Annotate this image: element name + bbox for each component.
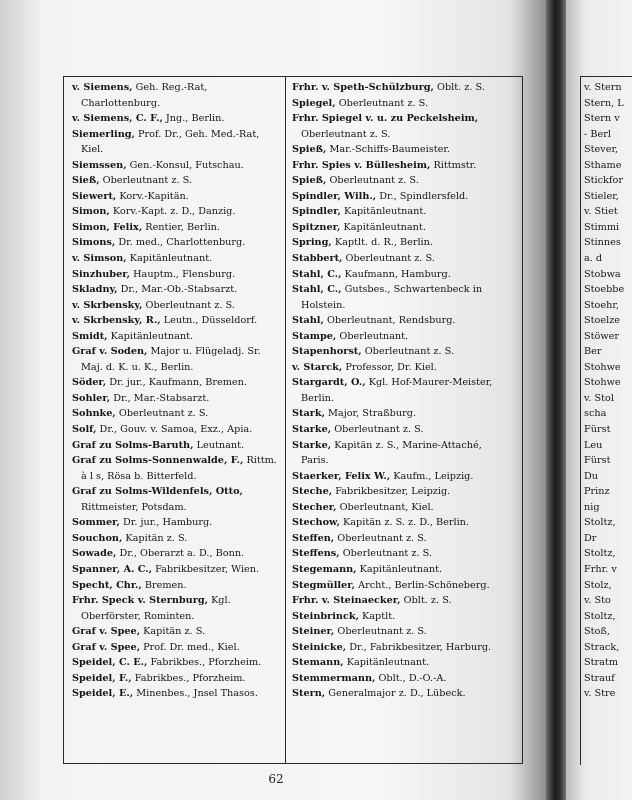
entry-name: Frhr. v. Steinaecker, <box>292 595 401 607</box>
entry-detail: Archt., Berlin-Schöneberg. <box>355 579 490 591</box>
right-page-fragment: Dr <box>584 532 597 544</box>
book-gutter <box>546 0 566 800</box>
entry-detail: Oberleutnant, Rendsburg. <box>323 315 456 327</box>
right-page-fragment: Stohwe <box>584 361 621 373</box>
directory-entry <box>72 438 284 454</box>
right-page-fragment: Stoltz, <box>584 548 616 560</box>
directory-entry <box>72 235 284 251</box>
entry-name: Stahl, C., <box>292 284 342 296</box>
entry-detail: Dr. jur., Kaufmann, Bremen. <box>106 377 247 389</box>
directory-entry <box>72 220 284 236</box>
entry-detail: Oblt. z. S. <box>400 595 452 607</box>
entry-detail: Rittmstr. <box>430 159 477 171</box>
right-page-fragment: Strauf <box>584 672 615 684</box>
entry-detail: Kapitän z. S., Marine-Attaché, Paris. <box>301 439 482 467</box>
right-page-fragment: v. Stol <box>584 392 614 404</box>
directory-entry <box>72 578 284 594</box>
entry-detail: Dr., Gouv. v. Samoa, Exz., Apia. <box>96 424 253 436</box>
entry-name: Steffens, <box>292 548 340 560</box>
directory-entry <box>72 422 284 438</box>
directory-entry <box>72 251 284 267</box>
directory-entry <box>292 189 504 205</box>
entry-detail: Kgl. Hof-Maurer-Meister, Berlin. <box>301 377 493 404</box>
entry-detail: Kapitän z. S. <box>140 626 206 638</box>
right-page-fragment: Stratm <box>584 657 619 669</box>
entry-detail: Gen.-Konsul, Futschau. <box>126 159 244 171</box>
right-page-fragment: Stickfor <box>584 175 623 187</box>
entry-name: Stechow, <box>292 517 340 529</box>
directory-entry <box>292 624 504 640</box>
entry-name: Söder, <box>72 377 107 389</box>
right-page-fragment: v. Stern <box>584 82 622 93</box>
entry-name: Spring, <box>292 237 332 249</box>
directory-entry <box>72 329 284 345</box>
right-page-fragment: Stoebbe <box>584 284 625 296</box>
directory-entry <box>292 329 504 345</box>
entry-name: Graf v. Spee, <box>72 641 141 653</box>
right-page-fragment: v. Stiet <box>584 206 618 218</box>
directory-entry <box>72 546 284 562</box>
page-number: 62 <box>268 772 284 786</box>
entry-detail: Oberleutnant, Kiel. <box>336 501 434 513</box>
directory-entry <box>72 484 284 515</box>
directory-entry <box>292 220 504 236</box>
entry-name: Speidel, F., <box>72 672 132 684</box>
entry-name: Steiner, <box>292 626 335 638</box>
entry-name: Stark, <box>292 408 325 420</box>
entry-detail: Rittmeister, Potsdam. <box>81 501 187 513</box>
directory-entry <box>292 111 504 142</box>
directory-entry <box>72 391 284 407</box>
entry-detail: Oberleutnant z. S. <box>115 408 209 420</box>
entry-name: Specht, Chr., <box>72 579 142 591</box>
entry-name: v. Skrbensky, <box>72 299 143 311</box>
directory-entry <box>292 344 504 360</box>
directory-entry <box>292 282 504 313</box>
entry-detail: Dr., Mar.-Ob.-Stabsarzt. <box>117 284 238 296</box>
directory-entry <box>72 671 284 687</box>
entry-detail: Professor, Dr. Kiel. <box>342 361 437 373</box>
entry-detail: Kapitänleutnant. <box>356 563 443 575</box>
directory-entry <box>72 173 284 189</box>
entry-detail: Oberleutnant z. S. <box>142 299 235 311</box>
entry-name: Stegemann, <box>292 563 357 575</box>
directory-entry <box>292 609 504 625</box>
right-page-fragment: Stolz, <box>584 579 612 591</box>
entry-detail: Fabrikbesitzer, Wien. <box>152 563 260 575</box>
directory-entry <box>292 96 504 112</box>
directory-entry <box>292 515 504 531</box>
directory-entry <box>292 438 504 469</box>
entry-name: Spitzner, <box>292 221 341 233</box>
directory-entry <box>72 562 284 578</box>
entry-detail: Prof. Dr. med., Kiel. <box>140 641 240 653</box>
entry-name: Sieß, <box>72 175 100 187</box>
right-page <box>566 0 632 800</box>
entry-name: Stapenhorst, <box>292 346 362 358</box>
entry-name: Sohnke, <box>72 408 116 420</box>
entry-name: Skladny, <box>72 284 118 296</box>
entry-detail: Kapitänleutnant. <box>343 657 430 669</box>
directory-entry <box>72 375 284 391</box>
entry-detail: Kapitänleutnant. <box>107 330 194 342</box>
entry-detail: Kaufm., Leipzig. <box>390 470 474 482</box>
entry-detail: Fabrikbesitzer, Leipzig. <box>332 486 451 498</box>
right-page-fragment: Stoß, <box>584 626 610 638</box>
entry-detail: Oberleutnant z. S. <box>361 346 455 358</box>
entry-name: v. Starck, <box>292 361 343 373</box>
directory-entry <box>72 593 284 624</box>
directory-entry <box>292 142 504 158</box>
directory-entry <box>292 267 504 283</box>
entry-detail: Minenbes., Jnsel Thasos. <box>133 688 258 700</box>
entry-name: v. Skrbensky, R., <box>72 315 161 327</box>
entry-name: Stern, <box>292 688 326 700</box>
entry-name: Steffen, <box>292 532 335 544</box>
entry-name: Stemann, <box>292 657 344 669</box>
directory-entry <box>292 80 504 96</box>
entry-name: Steinicke, <box>292 641 347 653</box>
directory-entry <box>292 655 504 671</box>
entry-name: Steche, <box>292 486 333 498</box>
entry-detail: Oberleutnant z. S. <box>335 97 429 109</box>
right-page-fragment: Frhr. v <box>584 563 617 575</box>
entry-name: Graf zu Solms-Sonnenwalde, F., <box>72 455 244 467</box>
entry-name: Graf v. Spee, <box>72 626 141 638</box>
entry-detail: Oblt., D.-O.-A. <box>375 672 447 684</box>
column-divider <box>285 76 286 764</box>
directory-entry <box>292 546 504 562</box>
entry-name: Souchon, <box>72 532 123 544</box>
entry-name: Staerker, Felix W., <box>292 470 391 482</box>
right-page-fragment: Stern v <box>584 113 620 125</box>
right-page-fragment: Leu <box>584 439 603 451</box>
directory-entry <box>72 453 284 484</box>
entry-detail: Fabrikbes., Pforzheim. <box>147 657 262 669</box>
right-page-fragment: Sthame <box>584 159 622 171</box>
entry-name: Simon, Felix, <box>72 221 143 233</box>
entry-detail: Jng., Berlin. <box>162 113 225 125</box>
entry-detail: Oberleutnant. <box>336 330 409 342</box>
entry-detail: Major, Straßburg. <box>324 408 417 420</box>
entry-name: v. Siemens, <box>72 82 133 93</box>
entry-detail: Oberleutnant z. S. <box>331 424 424 436</box>
directory-entry <box>72 624 284 640</box>
entry-name: Sommer, <box>72 517 120 529</box>
directory-entry <box>72 80 284 111</box>
entry-name: Frhr. Spies v. Büllesheim, <box>292 159 431 171</box>
entry-name: Frhr. Spiegel v. u. zu Peckelsheim, <box>292 113 479 125</box>
directory-entry <box>292 531 504 547</box>
right-page-fragment: Stimmi <box>584 221 620 233</box>
right-page-fragment: Stern, L <box>584 97 624 109</box>
right-page-fragment: a. d <box>584 253 603 265</box>
entry-name: Spiegel, <box>292 97 336 109</box>
entry-detail: Korv.-Kapitän. <box>116 190 189 202</box>
entry-detail: Prof. Dr., Geh. Med.-Rat, Kiel. <box>81 128 260 156</box>
entry-name: Starke, <box>292 424 332 436</box>
directory-entry <box>292 686 504 702</box>
directory-entry <box>72 158 284 174</box>
right-page-fragment: Stöwer <box>584 330 620 342</box>
right-page-fragment: Stoltz, <box>584 610 616 622</box>
right-page-fragment: v. Sto <box>584 595 611 607</box>
directory-entry <box>72 655 284 671</box>
directory-entry <box>292 173 504 189</box>
entry-name: Simons, <box>72 237 116 249</box>
entry-detail: Dr. med., Charlottenburg. <box>115 237 246 249</box>
entry-detail: Dr., Oberarzt a. D., Bonn. <box>116 548 245 560</box>
entry-name: Sowade, <box>72 548 117 560</box>
directory-entry <box>72 640 284 656</box>
directory-entry <box>72 111 284 127</box>
entry-name: Stecher, <box>292 501 337 513</box>
right-page-fragment: Ber <box>584 346 602 358</box>
directory-entry <box>292 406 504 422</box>
entry-name: Siewert, <box>72 190 117 202</box>
directory-entry <box>72 686 284 702</box>
entry-detail: Kaptlt. <box>358 610 396 622</box>
entry-detail: Geh. Reg.-Rat, Charlottenburg. <box>81 82 208 109</box>
entry-name: v. Siemens, C. F., <box>72 113 163 125</box>
entry-detail: Oberleutnant z. S. <box>326 175 419 187</box>
entry-detail: Dr. jur., Hamburg. <box>119 517 213 529</box>
entry-name: Stabbert, <box>292 253 343 265</box>
entry-detail: Leutn., Düsseldorf. <box>160 315 258 327</box>
right-page-fragment: - Berl <box>584 128 611 140</box>
directory-entry <box>292 422 504 438</box>
entry-detail: Korv.-Kapt. z. D., Danzig. <box>109 206 236 218</box>
right-page-fragment: Fürst <box>584 424 611 436</box>
directory-entry <box>72 189 284 205</box>
directory-entry <box>292 360 504 376</box>
right-page-fragment: Stieler, <box>584 190 619 202</box>
entry-detail: Kapitänleutnant. <box>340 221 426 233</box>
directory-entry <box>72 313 284 329</box>
entry-detail: Gutsbes., Schwartenbeck in Holstein. <box>301 284 483 311</box>
directory-entry <box>292 500 504 516</box>
entry-detail: Dr., Mar.-Stabsarzt. <box>110 392 210 404</box>
entry-detail: Oberleutnant z. S. <box>301 128 391 140</box>
directory-entry <box>72 298 284 314</box>
entry-name: Sinzhuber, <box>72 268 131 280</box>
directory-entry <box>292 313 504 329</box>
directory-entry <box>72 344 284 375</box>
entry-name: Spanner, A. C., <box>72 563 152 575</box>
entry-name: Graf zu Solms-Wildenfels, Otto, <box>72 486 243 498</box>
entry-detail: Rentier, Berlin. <box>142 221 220 233</box>
entry-name: Simon, <box>72 206 110 218</box>
entry-name: Stampe, <box>292 330 337 342</box>
entry-name: Stargardt, O., <box>292 377 366 389</box>
directory-entry <box>292 484 504 500</box>
entry-detail: Major u. Flügeladj. Sr. Maj. d. K. u. K., Berlin. <box>81 346 261 373</box>
right-page-fragment: Stoelze <box>584 315 621 327</box>
directory-entry <box>292 593 504 609</box>
right-page-fragment: Du <box>584 470 599 482</box>
entry-detail: Kapitänleutnant. <box>340 206 427 218</box>
right-page-fragment: Stinnes <box>584 237 621 249</box>
right-page-fragment: Stohwe <box>584 377 621 389</box>
right-page-fragment: nig <box>584 501 600 513</box>
entry-name: Speidel, C. E., <box>72 657 148 669</box>
right-page-fragment: scha <box>584 408 607 420</box>
directory-entry <box>292 204 504 220</box>
right-page-fragment: Stobwa <box>584 268 621 280</box>
entry-name: Spindler, Wilh., <box>292 190 377 202</box>
entry-name: Frhr. v. Speth-Schülzburg, <box>292 82 434 93</box>
entry-detail: Hauptm., Flensburg. <box>130 268 236 280</box>
directory-entry <box>292 235 504 251</box>
directory-entry <box>292 671 504 687</box>
entry-detail: Oberleutnant z. S. <box>339 548 433 560</box>
entry-detail: Mar.-Schiffs-Baumeister. <box>326 144 450 156</box>
entry-detail: Oberleutnant z. S. <box>99 175 192 187</box>
right-page-fragment: v. Stre <box>584 688 616 700</box>
directory-entry <box>292 562 504 578</box>
entry-name: Spieß, <box>292 144 327 156</box>
directory-entry <box>72 531 284 547</box>
entry-detail: Generalmajor z. D., Lübeck. <box>325 688 466 700</box>
entry-detail: Kaufmann, Hamburg. <box>341 268 451 280</box>
entry-name: Spindler, <box>292 206 341 218</box>
directory-entry <box>72 282 284 298</box>
entry-detail: Oberleutnant z. S. <box>334 532 427 544</box>
entry-name: Graf v. Soden, <box>72 346 148 358</box>
directory-entry <box>72 204 284 220</box>
entry-detail: Kapitänleutnant. <box>126 253 213 265</box>
entry-name: Siemssen, <box>72 159 127 171</box>
entry-name: Stegmüller, <box>292 579 355 591</box>
directory-entry <box>72 406 284 422</box>
entry-name: Stahl, C., <box>292 268 342 280</box>
right-page-fragment: Stever, <box>584 144 619 156</box>
entry-detail: Oblt. z. S. <box>433 82 485 93</box>
right-page-fragment: Stoltz, <box>584 517 616 529</box>
right-page-fragment: Stoehr, <box>584 299 619 311</box>
entry-name: Solf, <box>72 424 97 436</box>
entry-name: Stemmermann, <box>292 672 376 684</box>
right-page-fragment: Prinz <box>584 486 610 498</box>
entry-detail: Kaptlt. d. R., Berlin. <box>331 237 433 249</box>
entry-detail: Rittm. à l s, Rösa b. Bitterfeld. <box>81 455 277 482</box>
entry-name: Starke, <box>292 439 332 451</box>
entry-detail: Fabrikbes., Pforzheim. <box>131 672 246 684</box>
column-left <box>72 80 284 702</box>
directory-entry <box>292 158 504 174</box>
entry-name: Frhr. Speck v. Sternburg, <box>72 595 208 607</box>
directory-entry <box>292 578 504 594</box>
entry-detail: Kapitän z. S. <box>122 532 188 544</box>
entry-detail: Oberleutnant z. S. <box>334 626 427 638</box>
entry-name: Sohler, <box>72 392 111 404</box>
column-right <box>292 80 504 702</box>
entry-name: Stahl, <box>292 315 324 327</box>
entry-name: Speidel, E., <box>72 688 134 700</box>
entry-name: Graf zu Solms-Baruth, <box>72 439 194 451</box>
entry-detail: Dr., Spindlersfeld. <box>376 190 469 202</box>
entry-name: Spieß, <box>292 175 327 187</box>
directory-entry <box>292 640 504 656</box>
entry-detail: Dr., Fabrikbesitzer, Harburg. <box>346 641 492 653</box>
entry-detail: Kgl. Oberförster, Rominten. <box>81 595 231 622</box>
entry-detail: Kapitän z. S. z. D., Berlin. <box>339 517 469 529</box>
entry-detail: Leutnant. <box>193 439 245 451</box>
directory-entry <box>72 127 284 158</box>
directory-entry <box>292 375 504 406</box>
directory-entry <box>72 267 284 283</box>
entry-detail: Oberleutnant z. S. <box>342 253 435 265</box>
entry-name: v. Simson, <box>72 253 127 265</box>
directory-entry <box>292 469 504 485</box>
entry-name: Siemerling, <box>72 128 135 140</box>
directory-entry <box>292 251 504 267</box>
directory-entry <box>72 515 284 531</box>
entry-name: Smidt, <box>72 330 108 342</box>
right-page-fragment: Fürst <box>584 455 611 467</box>
right-page-column <box>584 80 632 702</box>
entry-name: Steinbrinck, <box>292 610 359 622</box>
entry-detail: Bremen. <box>141 579 187 591</box>
right-page-fragment: Strack, <box>584 641 620 653</box>
